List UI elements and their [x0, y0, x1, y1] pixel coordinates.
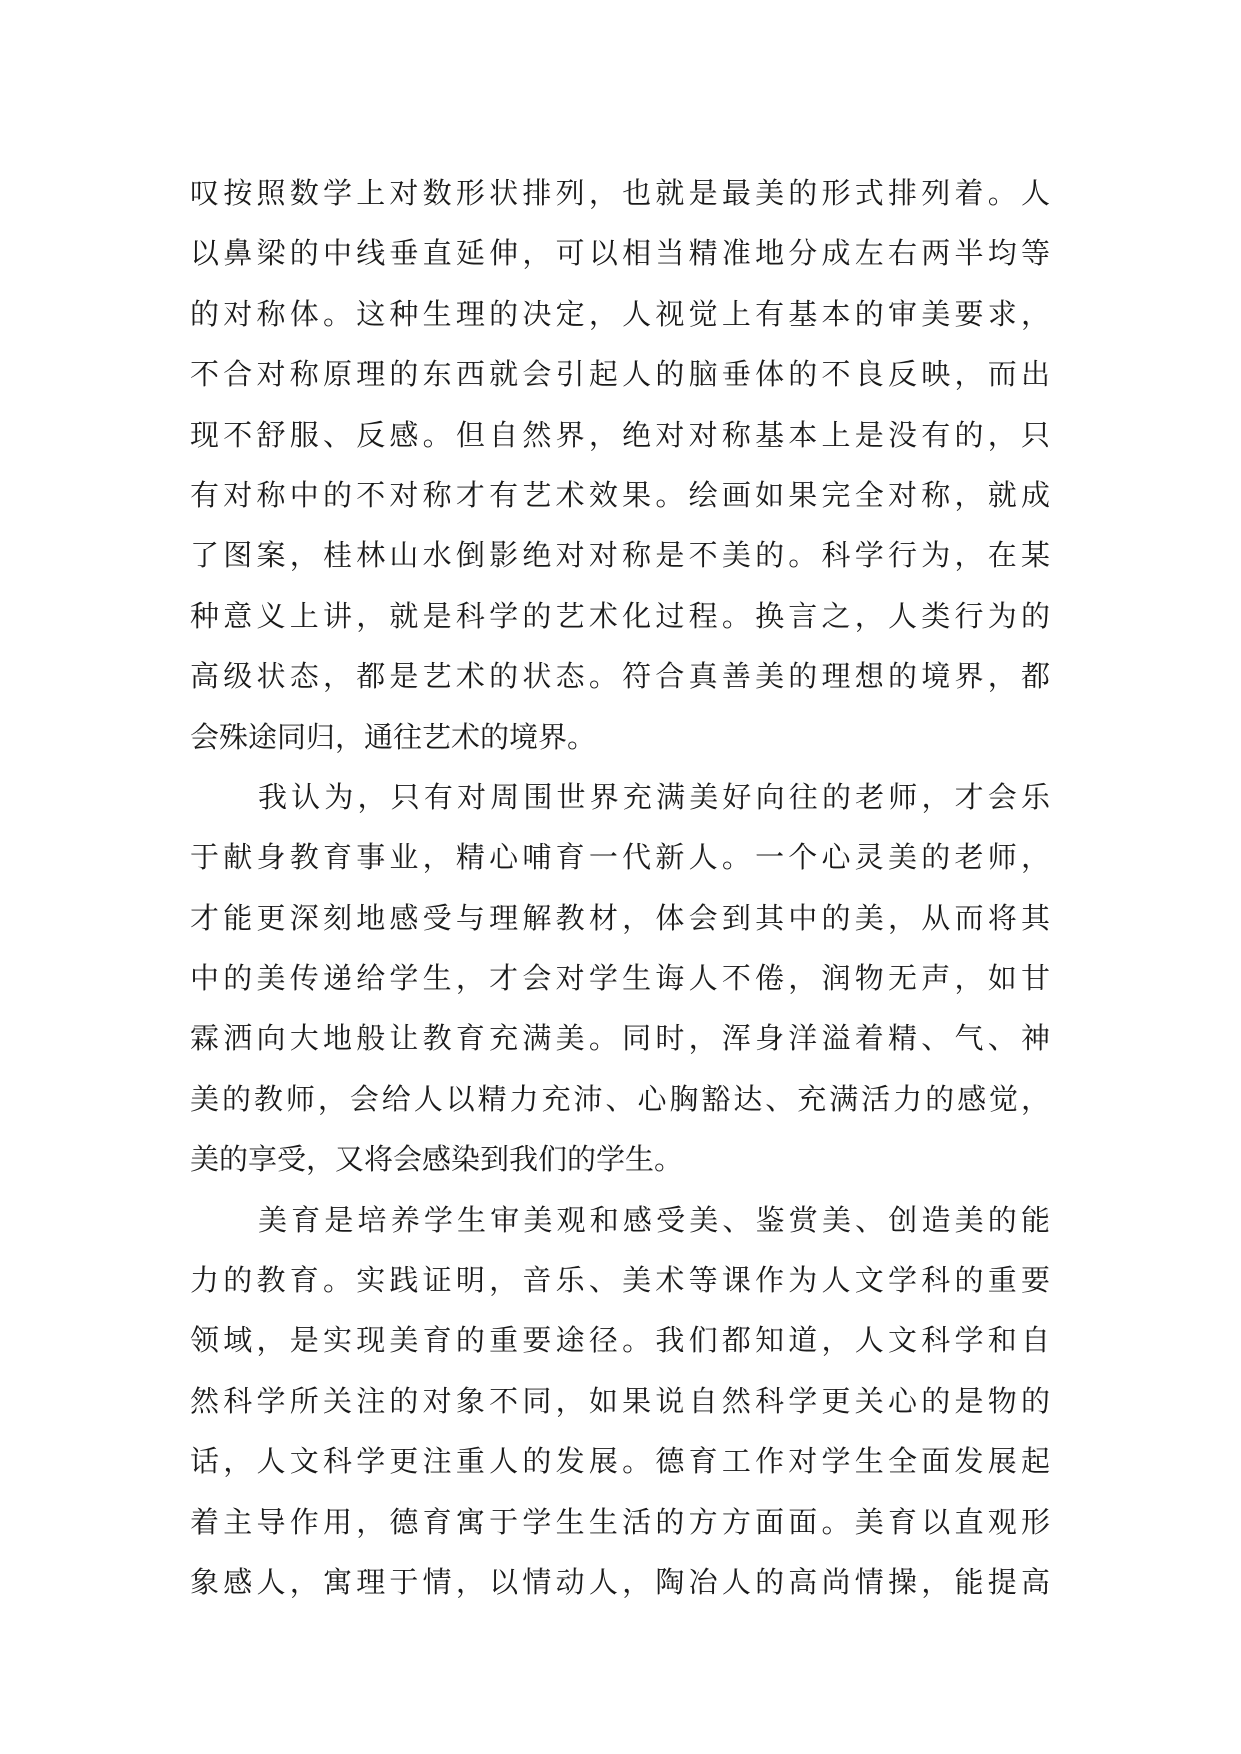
paragraph-1-line-9: 高级状态，都是艺术的状态。符合真善美的理想的境界，都 — [190, 659, 1050, 694]
document-body — [190, 163, 1050, 1612]
paragraph-3-line-3: 领域，是实现美育的重要途径。我们都知道，人文科学和自 — [190, 1323, 1050, 1358]
paragraph-1-line-4: 不合对称原理的东西就会引起人的脑垂体的不良反映，而出 — [190, 357, 1050, 392]
paragraph-2-line-2: 于献身教育事业，精心哺育一代新人。一个心灵美的老师， — [190, 840, 1050, 875]
paragraph-3-line-5: 话，人文科学更注重人的发展。德育工作对学生全面发展起 — [190, 1444, 1050, 1479]
paragraph-1-line-2: 以鼻梁的中线垂直延伸，可以相当精准地分成左右两半均等 — [190, 236, 1050, 271]
paragraph-2-line-5: 霖洒向大地般让教育充满美。同时，浑身洋溢着精、气、神 — [190, 1021, 1050, 1056]
paragraph-1-line-10: 会殊途同归，通往艺术的境界。 — [190, 719, 597, 754]
paragraph-1-line-5: 现不舒服、反感。但自然界，绝对对称基本上是没有的，只 — [190, 417, 1050, 452]
paragraph-1-line-7: 了图案，桂林山水倒影绝对对称是不美的。科学行为，在某 — [190, 538, 1050, 573]
paragraph-2-line-4: 中的美传递给学生，才会对学生诲人不倦，润物无声，如甘 — [190, 961, 1050, 996]
paragraph-1-line-1: 叹按照数学上对数形状排列，也就是最美的形式排列着。人 — [190, 176, 1050, 210]
paragraph-2-line-3: 才能更深刻地感受与理解教材，体会到其中的美，从而将其 — [190, 900, 1050, 935]
paragraph-3-line-4: 然科学所关注的对象不同，如果说自然科学更关心的是物的 — [190, 1383, 1050, 1418]
paragraph-1-line-6: 有对称中的不对称才有艺术效果。绘画如果完全对称，就成 — [190, 477, 1050, 512]
paragraph-2-line-1: 我认为，只有对周围世界充满美好向往的老师，才会乐 — [258, 779, 1050, 814]
paragraph-3-line-6: 着主导作用，德育寓于学生生活的方方面面。美育以直观形 — [190, 1504, 1050, 1539]
paragraph-3-line-1: 美育是培养学生审美观和感受美、鉴赏美、创造美的能 — [258, 1202, 1050, 1237]
paragraph-1-line-8: 种意义上讲，就是科学的艺术化过程。换言之，人类行为的 — [190, 598, 1050, 633]
paragraph-2-line-6: 美的教师，会给人以精力充沛、心胸豁达、充满活力的感觉， — [190, 1081, 1050, 1116]
paragraph-3-line-2: 力的教育。实践证明，音乐、美术等课作为人文学科的重要 — [190, 1263, 1050, 1298]
paragraph-3-line-7: 象感人，寓理于情，以情动人，陶冶人的高尚情操，能提高 — [190, 1564, 1050, 1599]
paragraph-2-line-7: 美的享受，又将会感染到我们的学生。 — [190, 1142, 684, 1177]
paragraph-1-line-3: 的对称体。这种生理的决定，人视觉上有基本的审美要求， — [190, 296, 1050, 331]
